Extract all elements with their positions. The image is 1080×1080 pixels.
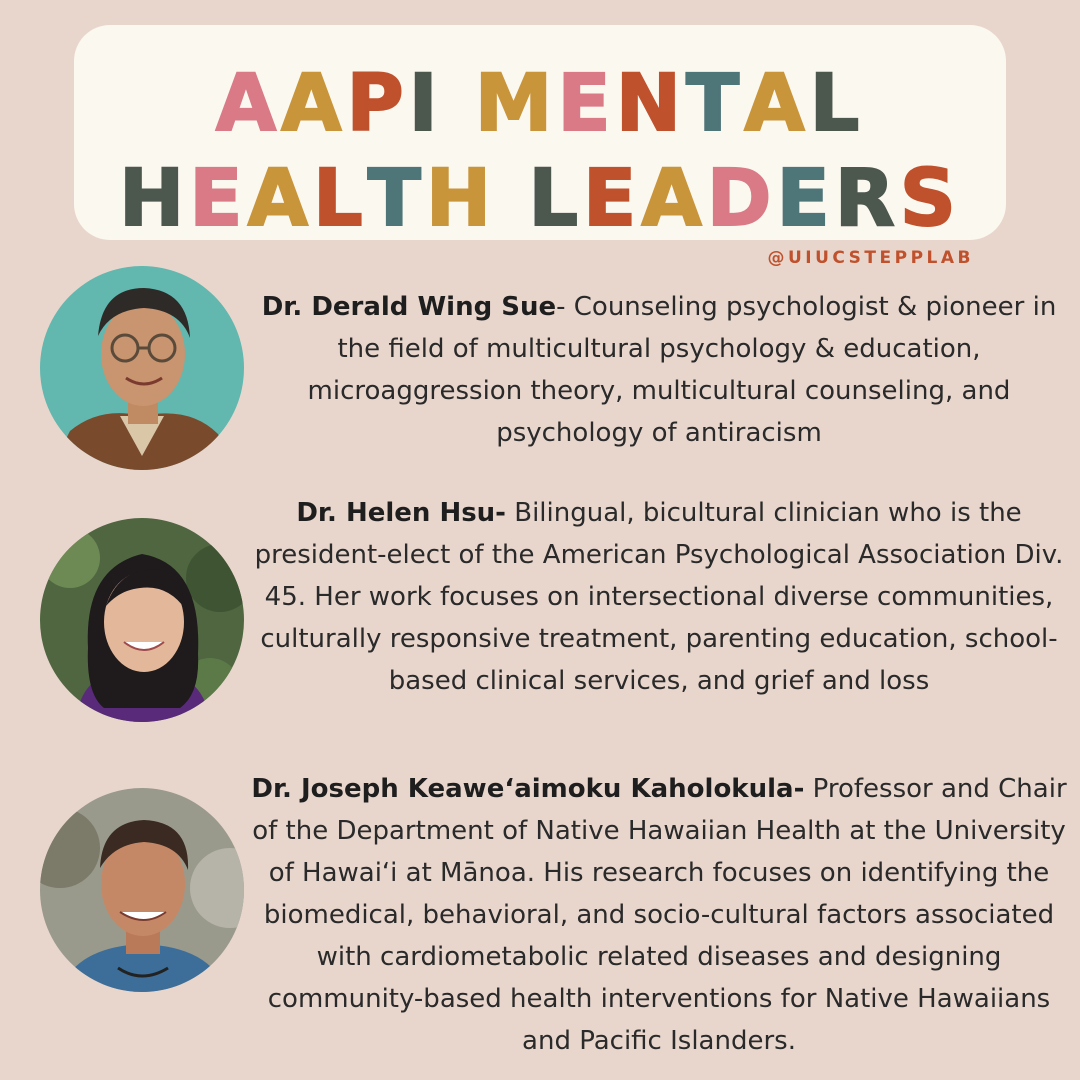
- leader-description: - Counseling psychologist & pioneer in the field of multicultural psychology & education, microaggression theory, multicultural counseling, and psychology of antiracism: [307, 292, 1057, 448]
- title-letter: [496, 160, 528, 238]
- instagram-handle: @UIUCSTEPPLAB: [767, 248, 974, 268]
- leader-description: Professor and Chair of the Department of Native Hawaiian Health at the University of Hawai‘i at Mānoa. His research focuses on identifying the biomedical, behavioral, and socio-cultural factors associated with cardiometabolic related diseases and designing community-based health interventions for Native Hawaiians and Pacific Islanders.: [252, 774, 1067, 1056]
- leader-bio-derald-wing-sue: [248, 286, 1070, 454]
- title-letter: S: [899, 154, 961, 244]
- title-letter: H: [425, 154, 497, 244]
- title-letter: N: [615, 59, 686, 149]
- title-letter: [443, 65, 475, 143]
- leader-bio-joseph-kaholokula: [248, 768, 1070, 1062]
- leader-bio-helen-hsu: [248, 492, 1070, 702]
- title-letter: D: [706, 154, 777, 244]
- title-banner: [74, 25, 1006, 244]
- portrait-helen-hsu: [40, 518, 244, 722]
- title-letter: A: [215, 59, 282, 149]
- title-line-1: [74, 59, 1006, 149]
- leader-name: Dr. Helen Hsu-: [296, 498, 506, 528]
- leader-name: Dr. Derald Wing Sue: [261, 292, 557, 322]
- title-letter: I: [408, 59, 443, 149]
- title-letter: L: [809, 59, 865, 149]
- leader-description: Bilingual, bicultural clinician who is the president-elect of the American Psychological Association Div. 45. Her work focuses on intersectional diverse communities, culturally responsive treatment, parenting education, school-based clinical services, and grief and loss: [254, 498, 1064, 696]
- title-letter: A: [641, 154, 707, 244]
- title-letter: E: [189, 154, 248, 244]
- title-letter: L: [528, 154, 584, 244]
- title-letter: L: [312, 154, 368, 244]
- title-letter: M: [474, 59, 558, 149]
- title-letter: E: [776, 154, 835, 244]
- title-letter: A: [744, 59, 810, 149]
- title-letter: R: [834, 154, 900, 244]
- title-letter: E: [557, 59, 616, 149]
- title-letter: A: [247, 154, 313, 244]
- portrait-joseph-kaholokula: [40, 788, 244, 992]
- title-letter: P: [346, 59, 409, 149]
- leader-name: Dr. Joseph Keawe‘aimoku Kaholokula-: [251, 774, 805, 804]
- title-letter: T: [686, 59, 745, 149]
- title-letter: A: [281, 59, 347, 149]
- title-letter: T: [367, 154, 426, 244]
- title-letter: H: [119, 154, 190, 244]
- title-line-2: [74, 154, 1006, 244]
- portrait-derald-wing-sue: [40, 266, 244, 470]
- title-letter: E: [583, 154, 642, 244]
